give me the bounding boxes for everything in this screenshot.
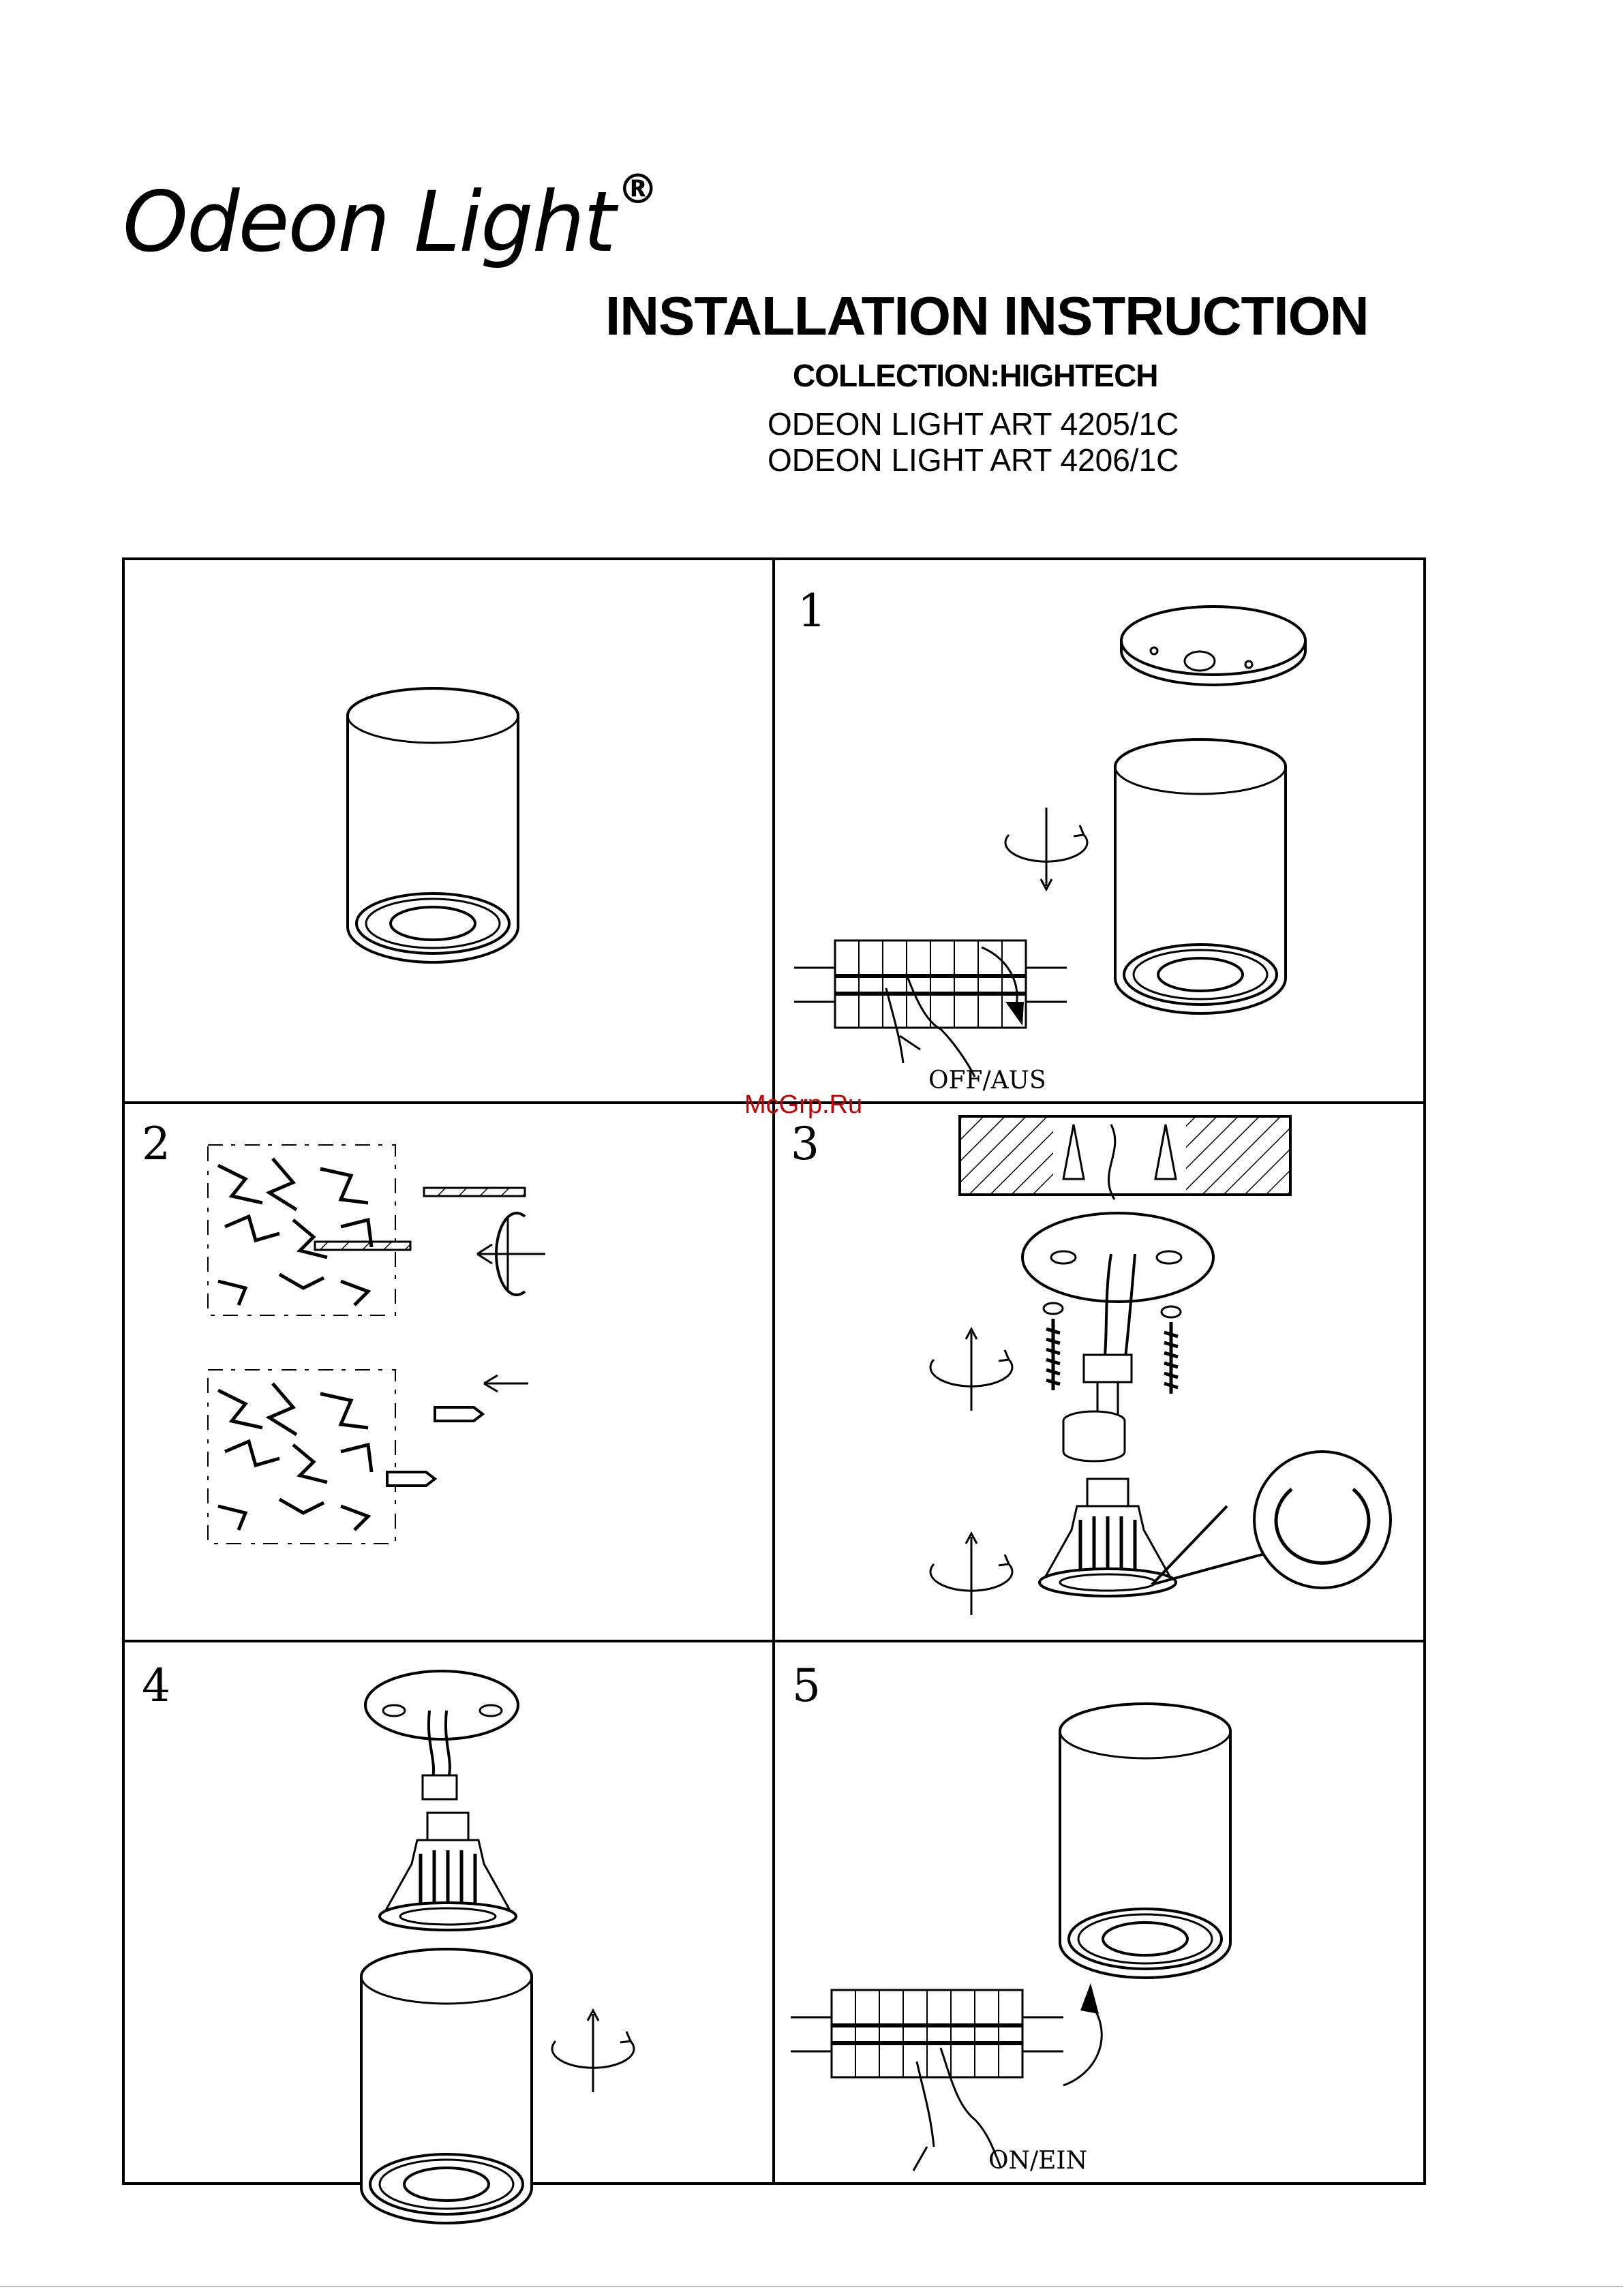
spring-clip-detail-icon	[1152, 1452, 1391, 1588]
step-number-4: 4	[142, 1659, 170, 1712]
wall-texture-icon	[208, 1145, 395, 1544]
circuit-breaker-icon	[794, 940, 1067, 1028]
collection-name: COLLECTION:HIGHTECH	[793, 358, 1158, 393]
mounting-plate-icon	[365, 1671, 518, 1739]
page-title: INSTALLATION INSTRUCTION	[605, 286, 1369, 346]
registered-mark: ®	[617, 166, 657, 213]
product-lamp-icon	[348, 688, 518, 962]
circuit-breaker-icon	[791, 1990, 1063, 2077]
off-aus-label: OFF/AUS	[928, 1067, 1046, 1095]
gu10-bulb-icon	[1040, 1479, 1176, 1596]
watermark[interactable]: McGrp.Ru	[744, 1090, 863, 1119]
rotate-arrow-icon	[930, 1329, 1012, 1411]
page-bottom-rule	[0, 2286, 1623, 2287]
mounting-plate-icon	[1022, 1213, 1213, 1302]
ceiling-section-icon	[960, 1116, 1290, 1199]
drill-icon	[315, 1188, 545, 1295]
gu10-socket-icon	[1063, 1411, 1125, 1461]
on-ein-label: ON/EIN	[988, 2147, 1088, 2175]
lamp-body-icon	[361, 1949, 532, 2223]
lamp-body-icon	[1060, 1704, 1230, 1978]
step-number-2: 2	[142, 1118, 170, 1170]
wall-plug-icon	[387, 1375, 528, 1486]
step-number-3: 3	[791, 1118, 819, 1170]
switch-direction-arrow-icon	[1063, 1983, 1102, 2085]
gu10-bulb-icon	[380, 1813, 516, 1930]
mounting-plate-icon	[1121, 607, 1305, 685]
step-number-5: 5	[792, 1659, 821, 1712]
brand-name: Odeon Light	[123, 174, 615, 271]
model-line-1: ODEON LIGHT ART 4205/1C	[768, 406, 1179, 442]
rotate-arrow-icon	[1005, 808, 1087, 889]
rotate-arrow-icon	[552, 2010, 634, 2092]
rotate-arrow-icon	[930, 1533, 1012, 1615]
step-number-1: 1	[798, 585, 826, 637]
lamp-body-icon	[1115, 739, 1286, 1013]
model-line-2: ODEON LIGHT ART 4206/1C	[768, 442, 1179, 478]
